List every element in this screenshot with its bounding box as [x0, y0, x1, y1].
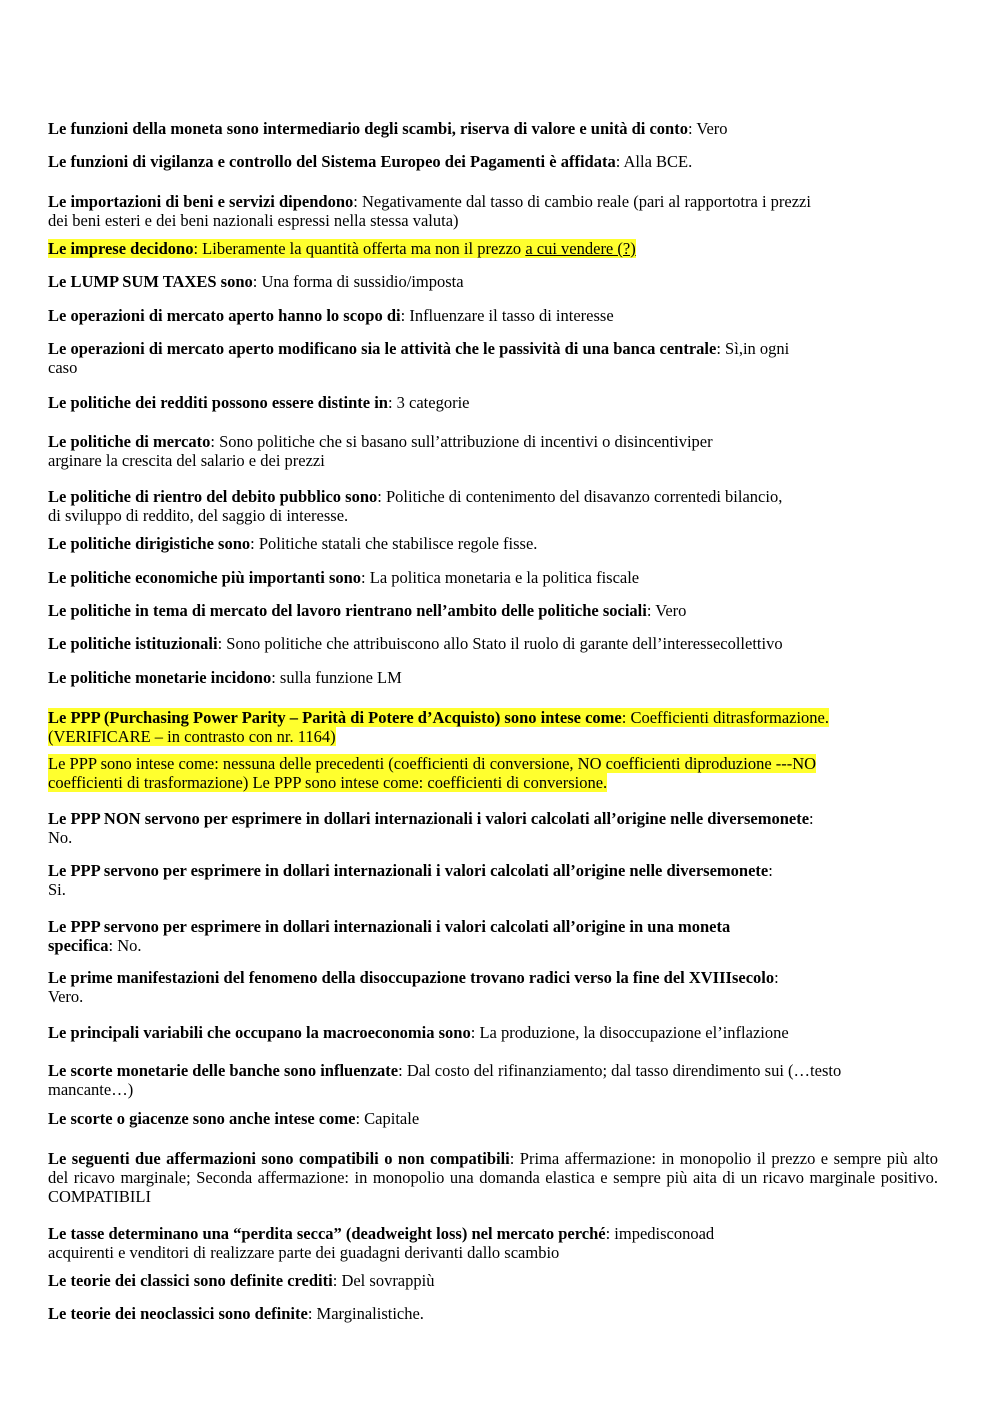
entry-text: Le PPP sono intese come: nessuna delle precedenti (coefficienti di conversione, NO coefficienti diproduzione ---NO [48, 754, 817, 773]
entry [48, 272, 938, 291]
entry [48, 1149, 938, 1206]
entry-question: Le PPP NON servono per esprimere in dollari internazionali i valori calcolati all’origine nelle diversemonete [48, 809, 810, 828]
entry-answer-continued: Vero. [48, 987, 84, 1006]
entry-question: Le politiche monetarie incidono [48, 668, 272, 687]
entry-question: Le politiche di mercato [48, 432, 211, 451]
entry [48, 1304, 938, 1323]
entry-answer: : Negativamente dal tasso di cambio reale (pari al rapportotra i prezzi [353, 192, 811, 211]
entry-answer: : Liberamente la quantità offerta ma non il prezzo [193, 239, 526, 258]
entry-answer: : sulla funzione LM [271, 668, 402, 687]
entry-answer-continued: Si. [48, 880, 66, 899]
entry-answer-continued: mancante…) [48, 1080, 134, 1099]
entry [48, 1061, 938, 1099]
entry-question: Le teorie dei neoclassici sono definite [48, 1304, 308, 1323]
entry [48, 1271, 938, 1290]
entry-question: Le politiche dei redditi possono essere distinte in [48, 393, 388, 412]
entry [48, 1224, 938, 1262]
entry-question: Le funzioni della moneta sono intermediario degli scambi, riserva di valore e unità di conto [48, 119, 688, 138]
entry [48, 968, 938, 1006]
entry-answer: : Sì,in ogni [716, 339, 790, 358]
entry [48, 861, 938, 899]
entry-answer: : Sono politiche che attribuiscono allo Stato il ruolo di garante dell’interessecollettivo [217, 634, 783, 653]
entry-answer: : 3 categorie [387, 393, 470, 412]
entry [48, 306, 938, 325]
entry [48, 1109, 938, 1128]
entry-answer-continued: acquirenti e venditori di realizzare parte dei guadagni derivanti dallo scambio [48, 1243, 560, 1262]
entry-question: Le scorte monetarie delle banche sono influenzate [48, 1061, 399, 1080]
entry [48, 393, 938, 412]
entry-answer: : Vero [687, 119, 728, 138]
entry [48, 339, 938, 377]
entry-question: Le tasse determinano una “perdita secca” (deadweight loss) nel mercato perché [48, 1224, 606, 1243]
entry-answer-continued: arginare la crescita del salario e dei prezzi [48, 451, 325, 470]
entry-answer: : La produzione, la disoccupazione el’inflazione [470, 1023, 789, 1042]
entry [48, 192, 938, 230]
entry-answer-continued: No. [48, 828, 73, 847]
entry [48, 809, 938, 847]
entry [48, 119, 938, 138]
entry-question: Le imprese decidono [48, 239, 194, 258]
entry-answer: : Capitale [355, 1109, 420, 1128]
entry-answer: : [774, 968, 779, 987]
entry-question: Le principali variabili che occupano la macroeconomia sono [48, 1023, 471, 1042]
entry-answer: : No. [108, 936, 142, 955]
entry-question: Le operazioni di mercato aperto hanno lo scopo di [48, 306, 401, 325]
entry-answer: : Marginalistiche. [307, 1304, 424, 1323]
entry-question: Le funzioni di vigilanza e controllo del Sistema Europeo dei Pagamenti è affidata [48, 152, 616, 171]
entry-answer-underlined: a cui vendere (?) [525, 239, 636, 258]
entry-question: Le LUMP SUM TAXES sono [48, 272, 253, 291]
entry-answer: : Alla BCE. [615, 152, 693, 171]
entry-answer: : Del sovrappiù [332, 1271, 435, 1290]
entry-answer-continued: dei beni esteri e dei beni nazionali espressi nella stessa valuta) [48, 211, 459, 230]
entry [48, 917, 938, 955]
entry-question: Le politiche di rientro del debito pubblico sono [48, 487, 378, 506]
entry-answer: : Coefficienti ditrasformazione. [621, 708, 829, 727]
entry-answer: : Prima affermazione: in monopolio il prezzo e sempre più alto del ricavo marginale; Seconda affermazione: in monopolio una domanda elastica e sempre più aita di un ricavo marginale positivo. COMPATIBILI [48, 1149, 938, 1206]
entry-answer: : [809, 809, 814, 828]
entry-highlighted [48, 754, 938, 792]
entry [48, 534, 938, 553]
entry-answer-continued: di sviluppo di reddito, del saggio di interesse. [48, 506, 349, 525]
entry [48, 152, 938, 171]
entry [48, 568, 938, 587]
entry [48, 1023, 938, 1042]
entry-question: Le PPP servono per esprimere in dollari internazionali i valori calcolati all’origine in una moneta [48, 917, 731, 936]
entry [48, 634, 938, 653]
entry-answer-continued: caso [48, 358, 78, 377]
entry-answer: : [768, 861, 773, 880]
entry-question: Le importazioni di beni e servizi dipendono [48, 192, 354, 211]
entry-answer: : Influenzare il tasso di interesse [400, 306, 614, 325]
entry-answer-continued: (VERIFICARE – in contrasto con nr. 1164) [48, 727, 336, 746]
entry-answer: : La politica monetaria e la politica fiscale [361, 568, 640, 587]
entry-answer: : Dal costo del rifinanziamento; dal tasso direndimento sui (…testo [398, 1061, 842, 1080]
entry [48, 668, 938, 687]
entry [48, 432, 938, 470]
entry-question: Le scorte o giacenze sono anche intese come [48, 1109, 356, 1128]
entry-question: Le politiche economiche più importanti sono [48, 568, 362, 587]
entry-question: Le operazioni di mercato aperto modificano sia le attività che le passività di una banca centrale [48, 339, 717, 358]
entry-question: Le prime manifestazioni del fenomeno della disoccupazione trovano radici verso la fine del XVIIIsecolo [48, 968, 775, 987]
entry-answer: : Sono politiche che si basano sull’attribuzione di incentivi o disincentiviper [210, 432, 713, 451]
entry-question: Le PPP servono per esprimere in dollari internazionali i valori calcolati all’origine nelle diversemonete [48, 861, 769, 880]
entry-question-continued: specifica [48, 936, 109, 955]
entry-answer: : Politiche statali che stabilisce regole fisse. [250, 534, 538, 553]
entry-text-continued: coefficienti di trasformazione) Le PPP sono intese come: coefficienti di conversione. [48, 773, 608, 792]
entry-question: Le PPP (Purchasing Power Parity – Parità di Potere d’Acquisto) sono intese come [48, 708, 622, 727]
entry-answer: : Vero [646, 601, 687, 620]
entry-answer: : Politiche di contenimento del disavanzo correntedi bilancio, [377, 487, 783, 506]
entry-highlighted [48, 708, 938, 746]
entry-highlighted [48, 239, 938, 258]
entry [48, 487, 938, 525]
entry-answer: : Una forma di sussidio/imposta [252, 272, 464, 291]
entry-question: Le teorie dei classici sono definite crediti [48, 1271, 333, 1290]
entry-question: Le politiche istituzionali [48, 634, 218, 653]
entry-answer: : impedisconoad [605, 1224, 715, 1243]
entry-question: Le seguenti due affermazioni sono compatibili o non compatibili [48, 1149, 510, 1168]
entry-question: Le politiche dirigistiche sono [48, 534, 251, 553]
entry-question: Le politiche in tema di mercato del lavoro rientrano nell’ambito delle politiche sociali [48, 601, 647, 620]
entry [48, 601, 938, 620]
